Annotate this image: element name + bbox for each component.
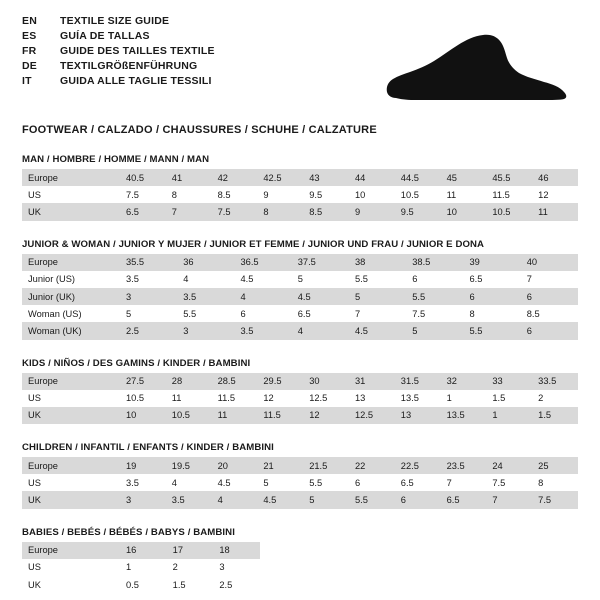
cell: 7 [166, 203, 212, 220]
cell: 22 [349, 457, 395, 474]
cell: 36.5 [235, 254, 292, 271]
cell: 11.5 [257, 407, 303, 424]
cell: 12 [303, 407, 349, 424]
table-row [22, 559, 260, 576]
cell: 10.5 [395, 186, 441, 203]
row-label: US [22, 559, 120, 576]
cell: 7 [521, 271, 578, 288]
cell: 4 [212, 491, 258, 508]
cell: 16 [120, 542, 167, 559]
cell: 11 [532, 203, 578, 220]
cell: 6 [521, 322, 578, 339]
table-row [22, 542, 260, 559]
cell: 6.5 [292, 305, 349, 322]
cell: 7 [441, 474, 487, 491]
cell: 2.5 [213, 576, 260, 593]
cell: 38.5 [406, 254, 463, 271]
cell: 28.5 [212, 373, 258, 390]
row-label: Junior (UK) [22, 288, 120, 305]
row-label: Europe [22, 254, 120, 271]
table-row [22, 373, 578, 390]
cell: 6 [349, 474, 395, 491]
table-row [22, 203, 578, 220]
cell: 6 [395, 491, 441, 508]
group-title: MAN / HOMBRE / HOMME / MANN / MAN [22, 154, 210, 165]
row-label: US [22, 474, 120, 491]
language-row [22, 14, 215, 29]
size-group-junior-woman [22, 239, 578, 340]
size-group-babies [22, 527, 578, 594]
cell: 5 [406, 322, 463, 339]
cell: 11 [441, 186, 487, 203]
cell: 39 [464, 254, 521, 271]
cell: 8.5 [521, 305, 578, 322]
cell: 1.5 [486, 390, 532, 407]
cell: 42.5 [257, 169, 303, 186]
cell: 6.5 [395, 474, 441, 491]
cell: 45.5 [486, 169, 532, 186]
cell: 30 [303, 373, 349, 390]
row-label: Europe [22, 169, 120, 186]
table-row [22, 457, 578, 474]
cell: 45 [441, 169, 487, 186]
cell: 11.5 [212, 390, 258, 407]
cell: 10 [349, 186, 395, 203]
size-table [22, 169, 578, 221]
cell: 4.5 [349, 322, 406, 339]
row-label: Europe [22, 542, 120, 559]
cell: 1 [486, 407, 532, 424]
cell: 4 [166, 474, 212, 491]
cell: 8 [532, 474, 578, 491]
cell: 3 [120, 288, 177, 305]
cell: 0.5 [120, 576, 167, 593]
row-label: Woman (UK) [22, 322, 120, 339]
cell: 9 [349, 203, 395, 220]
group-title: KIDS / NIÑOS / DES GAMINS / KINDER / BAMBINI [22, 357, 251, 369]
cell: 19 [120, 457, 166, 474]
cell: 10 [120, 407, 166, 424]
cell: 42 [212, 169, 258, 186]
cell: 44.5 [395, 169, 441, 186]
cell: 10.5 [486, 203, 532, 220]
cell: 21 [257, 457, 303, 474]
cell: 17 [167, 542, 214, 559]
cell: 6 [464, 288, 521, 305]
cell: 3.5 [166, 491, 212, 508]
cell: 5.5 [177, 305, 234, 322]
cell: 3.5 [120, 271, 177, 288]
language-row [22, 59, 215, 74]
row-label: UK [22, 407, 120, 424]
table-row [22, 407, 578, 424]
cell: 25 [532, 457, 578, 474]
cell: 6 [406, 271, 463, 288]
cell: 35.5 [120, 254, 177, 271]
cell: 41 [166, 169, 212, 186]
cell: 7 [349, 305, 406, 322]
cell: 10.5 [120, 390, 166, 407]
cell: 3.5 [120, 474, 166, 491]
cell: 5.5 [406, 288, 463, 305]
cell: 5 [349, 288, 406, 305]
cell: 13.5 [441, 407, 487, 424]
cell: 12.5 [303, 390, 349, 407]
size-group-man [22, 154, 578, 221]
cell: 7.5 [212, 203, 258, 220]
cell: 7.5 [120, 186, 166, 203]
language-titles [22, 14, 215, 88]
cell: 4.5 [292, 288, 349, 305]
language-title: GUÍA DE TALLAS [60, 30, 150, 43]
cell: 21.5 [303, 457, 349, 474]
cell: 8 [166, 186, 212, 203]
cell: 24 [486, 457, 532, 474]
row-label: Woman (US) [22, 305, 120, 322]
row-label: UK [22, 203, 120, 220]
cell: 46 [532, 169, 578, 186]
cell: 4 [235, 288, 292, 305]
table-row [22, 254, 578, 271]
language-row [22, 29, 215, 44]
language-code: EN [22, 15, 37, 28]
cell: 32 [441, 373, 487, 390]
cell: 6 [235, 305, 292, 322]
language-code: IT [22, 74, 32, 87]
table-row [22, 576, 260, 593]
cell: 18 [213, 542, 260, 559]
cell: 5 [292, 271, 349, 288]
cell: 28 [166, 373, 212, 390]
cell: 11 [212, 407, 258, 424]
language-titles-body [22, 14, 215, 88]
cell: 13.5 [395, 390, 441, 407]
cell: 4.5 [257, 491, 303, 508]
cell: 44 [349, 169, 395, 186]
dress-shoe-icon [382, 26, 572, 108]
cell: 5.5 [464, 322, 521, 339]
cell: 3 [120, 491, 166, 508]
table-row [22, 491, 578, 508]
row-label: US [22, 390, 120, 407]
cell: 1.5 [532, 407, 578, 424]
cell: 2.5 [120, 322, 177, 339]
cell: 5 [303, 491, 349, 508]
group-title: CHILDREN / INFANTIL / ENFANTS / KINDER / BAMBINI [22, 442, 274, 454]
cell: 19.5 [166, 457, 212, 474]
size-group-children [22, 442, 578, 509]
row-label: Europe [22, 373, 120, 390]
table-row [22, 390, 578, 407]
table-row [22, 474, 578, 491]
language-code: ES [22, 30, 37, 43]
table-row [22, 288, 578, 305]
cell: 4 [177, 271, 234, 288]
language-row [22, 74, 215, 89]
cell: 7.5 [486, 474, 532, 491]
row-label: Europe [22, 457, 120, 474]
language-code: DE [22, 59, 37, 72]
cell: 1 [441, 390, 487, 407]
table-row [22, 305, 578, 322]
table-row [22, 271, 578, 288]
cell: 37.5 [292, 254, 349, 271]
cell: 8 [257, 203, 303, 220]
cell: 4.5 [235, 271, 292, 288]
cell: 33.5 [532, 373, 578, 390]
cell: 3.5 [177, 288, 234, 305]
row-label: Junior (US) [22, 271, 120, 288]
cell: 23.5 [441, 457, 487, 474]
cell: 31.5 [395, 373, 441, 390]
language-title: GUIDE DES TAILLES TEXTILE [60, 44, 215, 57]
cell: 8.5 [303, 203, 349, 220]
cell: 13 [395, 407, 441, 424]
cell: 6 [521, 288, 578, 305]
cell: 9.5 [303, 186, 349, 203]
cell: 20 [212, 457, 258, 474]
cell: 43 [303, 169, 349, 186]
cell: 38 [349, 254, 406, 271]
language-row [22, 44, 215, 59]
cell: 3 [213, 559, 260, 576]
cell: 11.5 [486, 186, 532, 203]
cell: 40.5 [120, 169, 166, 186]
cell: 12 [257, 390, 303, 407]
cell: 6.5 [120, 203, 166, 220]
cell: 12.5 [349, 407, 395, 424]
language-title: GUIDA ALLE TAGLIE TESSILI [60, 74, 212, 87]
cell: 33 [486, 373, 532, 390]
cell: 3.5 [235, 322, 292, 339]
cell: 1.5 [167, 576, 214, 593]
cell: 3 [177, 322, 234, 339]
row-label: UK [22, 576, 120, 593]
cell: 5.5 [349, 491, 395, 508]
cell: 12 [532, 186, 578, 203]
cell: 10 [441, 203, 487, 220]
cell: 36 [177, 254, 234, 271]
row-label: UK [22, 491, 120, 508]
cell: 9 [257, 186, 303, 203]
cell: 7 [486, 491, 532, 508]
cell: 8 [464, 305, 521, 322]
language-code: FR [22, 44, 37, 57]
cell: 5 [257, 474, 303, 491]
row-label: US [22, 186, 120, 203]
size-table [22, 254, 578, 340]
cell: 2 [167, 559, 214, 576]
cell: 22.5 [395, 457, 441, 474]
language-title: TEXTILE SIZE GUIDE [60, 15, 170, 28]
size-table [22, 457, 578, 509]
group-title: JUNIOR & WOMAN / JUNIOR Y MUJER / JUNIOR ET FEMME / JUNIOR UND FRAU / JUNIOR E DONA [22, 238, 485, 250]
group-title: BABIES / BEBÉS / BÉBÉS / BABYS / BAMBINI [22, 526, 235, 538]
cell: 7.5 [406, 305, 463, 322]
size-table [22, 542, 260, 594]
category-title: FOOTWEAR / CALZADO / CHAUSSURES / SCHUHE / CALZATURE [22, 124, 377, 136]
cell: 6.5 [464, 271, 521, 288]
table-row [22, 169, 578, 186]
cell: 40 [521, 254, 578, 271]
size-table [22, 373, 578, 425]
cell: 27.5 [120, 373, 166, 390]
cell: 31 [349, 373, 395, 390]
cell: 5.5 [349, 271, 406, 288]
size-group-kids [22, 358, 578, 425]
cell: 5.5 [303, 474, 349, 491]
cell: 6.5 [441, 491, 487, 508]
cell: 10.5 [166, 407, 212, 424]
cell: 7.5 [532, 491, 578, 508]
cell: 5 [120, 305, 177, 322]
cell: 1 [120, 559, 167, 576]
language-title: TEXTILGRÖßENFÜHRUNG [60, 59, 198, 72]
table-row [22, 322, 578, 339]
cell: 13 [349, 390, 395, 407]
cell: 8.5 [212, 186, 258, 203]
cell: 4.5 [212, 474, 258, 491]
table-row [22, 186, 578, 203]
cell: 11 [166, 390, 212, 407]
cell: 4 [292, 322, 349, 339]
page-header [22, 14, 578, 108]
cell: 9.5 [395, 203, 441, 220]
cell: 2 [532, 390, 578, 407]
cell: 29.5 [257, 373, 303, 390]
